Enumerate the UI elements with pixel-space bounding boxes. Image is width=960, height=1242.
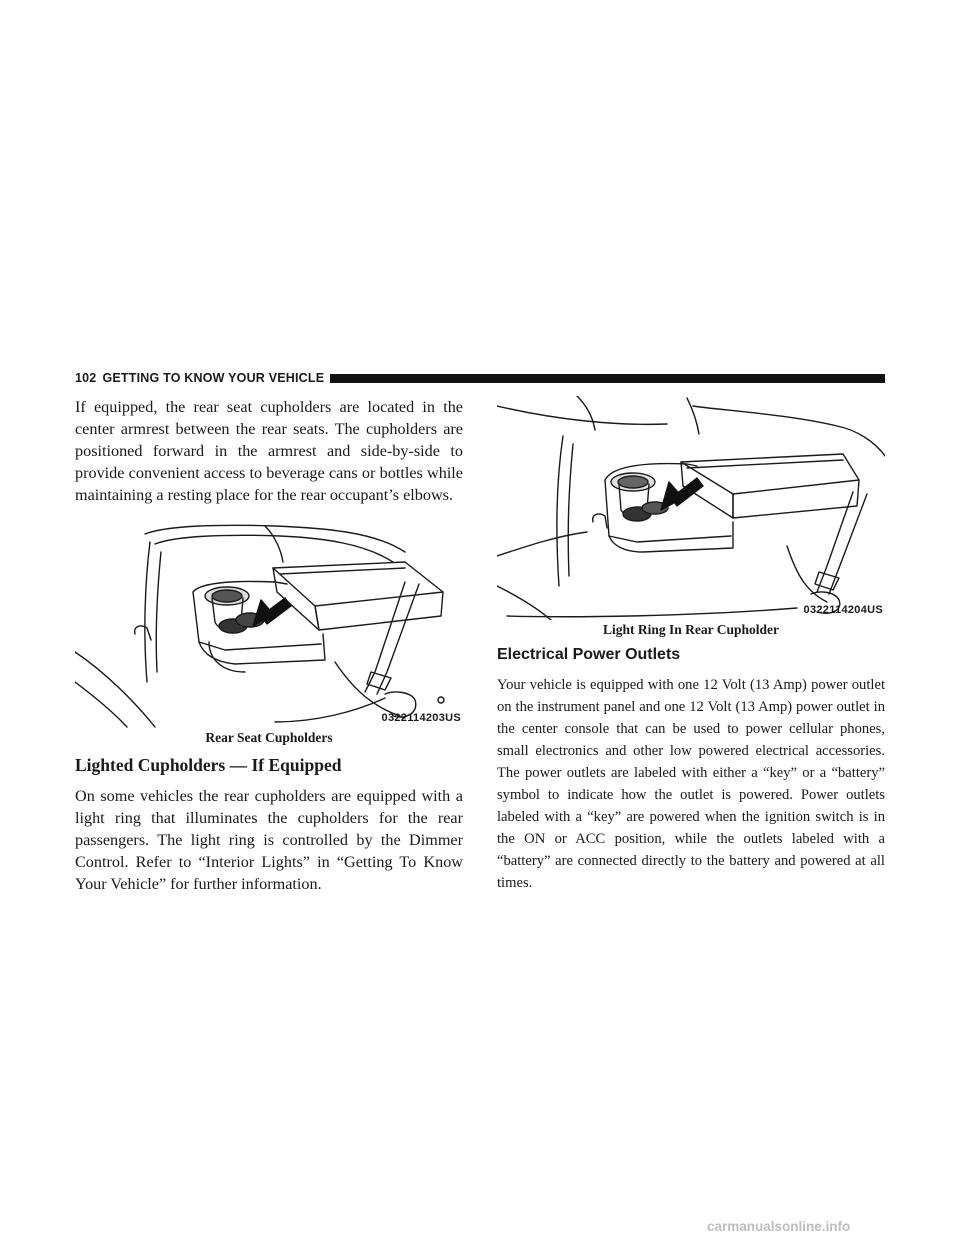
body-paragraph: Your vehicle is equipped with one 12 Volt (13 Amp) power outlet on the instrument panel and one 12 Volt (13 Amp) power outlet in the center console that can be used to power cellular phones, small electronics and other low powered electrical accessories. The power outlets are labeled with either a “key” or a “battery” symbol to indicate how the outlet is powered. Power outlets labeled with a “key” are powered when the ignition switch is in the ON or ACC position, while the outlets labeled with a “battery” are connected directly to the battery and powered at all times. [497, 677, 885, 891]
figure-code: 0322114203US [381, 712, 461, 724]
page-number: 102 [75, 371, 97, 385]
section-title: GETTING TO KNOW YOUR VEHICLE [102, 371, 325, 385]
rear-seat-cupholders-illustration [75, 522, 463, 728]
intro-paragraph: If equipped, the rear seat cupholders are located in the center armrest between the rear seats. The cupholders are positioned forward in the armrest and side-by-side to provide convenient access to beverage cans or bottles while maintaining a resting place for the rear occupant’s elbows. [75, 398, 463, 504]
header-rule [330, 374, 885, 383]
figure-caption: Light Ring In Rear Cupholder [602, 622, 780, 637]
watermark-text: carmanualsonline.info [707, 1219, 851, 1234]
right-column [497, 396, 885, 894]
figure-light-ring [497, 396, 885, 620]
section-heading: Electrical Power Outlets [497, 646, 681, 663]
figure-rear-seat-cupholders [75, 522, 463, 728]
page-header [75, 370, 885, 386]
left-column [75, 396, 463, 895]
figure-caption: Rear Seat Cupholders [205, 730, 333, 745]
figure-code: 0322114204US [803, 604, 883, 616]
body-paragraph: On some vehicles the rear cupholders are equipped with a light ring that illuminates the cupholders for the rear passengers. The light ring is controlled by the Dimmer Control. Refer to “Interior Lights” in “Getting To Know Your Vehicle” for further information. [75, 787, 463, 893]
light-ring-illustration [497, 396, 885, 620]
section-heading: Lighted Cupholders — If Equipped [75, 755, 342, 775]
